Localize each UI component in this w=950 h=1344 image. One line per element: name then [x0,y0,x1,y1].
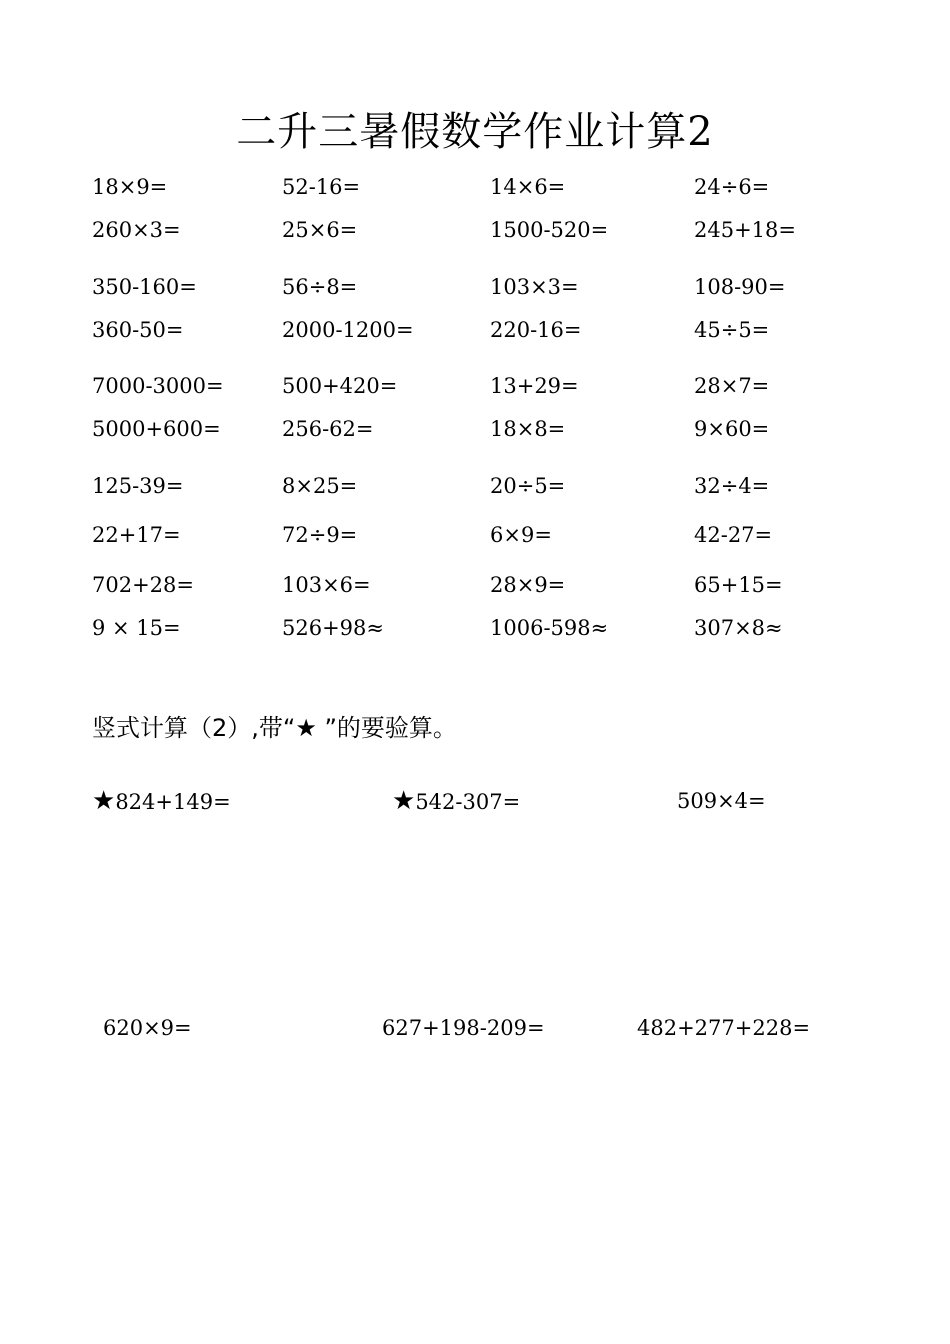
oral-problem: 45÷5= [694,318,770,342]
oral-problem: 260×3= [92,218,181,242]
problem-expression: 627+198-209= [382,1016,545,1040]
oral-problem: 65+15= [694,573,783,597]
oral-problem: 1500-520= [490,218,609,242]
oral-problem: 52-16= [282,175,361,199]
problem-expression: 824+149= [115,790,231,814]
problem-expression: 620×9= [103,1016,192,1040]
oral-problem: 2000-1200= [282,318,414,342]
oral-problem: 9×60= [694,417,770,441]
problem-row [0,570,950,600]
problem-row [0,215,950,245]
oral-problem: 18×8= [490,417,566,441]
vertical-problem [637,1013,810,1043]
oral-problem: 307×8≈ [694,616,783,640]
oral-problem: 220-16= [490,318,582,342]
oral-problem: 72÷9= [282,523,358,547]
oral-problem: 56÷8= [282,275,358,299]
oral-problem: 42-27= [694,523,773,547]
oral-problem: 13+29= [490,374,579,398]
oral-problem: 22+17= [92,523,181,547]
star-icon: ★ [92,786,116,816]
oral-problem: 25×6= [282,218,358,242]
problem-row [0,520,950,550]
vertical-problem [103,1013,192,1043]
oral-problem: 245+18= [694,218,796,242]
oral-problem: 500+420= [282,374,398,398]
problem-row [0,613,950,643]
oral-problem: 9 × 15= [92,616,181,640]
oral-problem: 28×9= [490,573,566,597]
problem-row [0,172,950,202]
oral-problem: 350-160= [92,275,197,299]
oral-problem: 103×3= [490,275,579,299]
oral-problem: 8×25= [282,474,358,498]
page-title: 二升三暑假数学作业计算2 [236,109,714,155]
problem-row [0,272,950,302]
problem-expression: 482+277+228= [637,1016,811,1040]
oral-problem: 125-39= [92,474,184,498]
vertical-problem [382,1013,545,1043]
oral-problem: 5000+600= [92,417,221,441]
oral-problem: 14×6= [490,175,566,199]
problem-row [0,371,950,401]
oral-problem: 18×9= [92,175,168,199]
oral-problem: 24÷6= [694,175,770,199]
vertical-calc-instruction: 竖式计算（2）,带“★ ”的要验算。 [92,714,457,742]
oral-problem: 1006-598≈ [490,616,609,640]
problem-expression: 542-307= [415,790,521,814]
oral-problem: 28×7= [694,374,770,398]
oral-problem: 103×6= [282,573,371,597]
vertical-problem [392,786,520,817]
oral-problem: 108-90= [694,275,786,299]
oral-problem: 702+28= [92,573,194,597]
problem-row [0,315,950,345]
oral-problem: 7000-3000= [92,374,224,398]
problem-row [0,471,950,501]
oral-problem: 32÷4= [694,474,770,498]
oral-problem: 526+98≈ [282,616,384,640]
problem-row [0,414,950,444]
vertical-problem [92,786,231,817]
oral-problem: 20÷5= [490,474,566,498]
oral-problem: 360-50= [92,318,184,342]
oral-problem: 6×9= [490,523,552,547]
oral-problem: 256-62= [282,417,374,441]
star-icon: ★ [392,786,416,816]
vertical-problem [677,786,766,816]
problem-expression: 509×4= [677,789,766,813]
